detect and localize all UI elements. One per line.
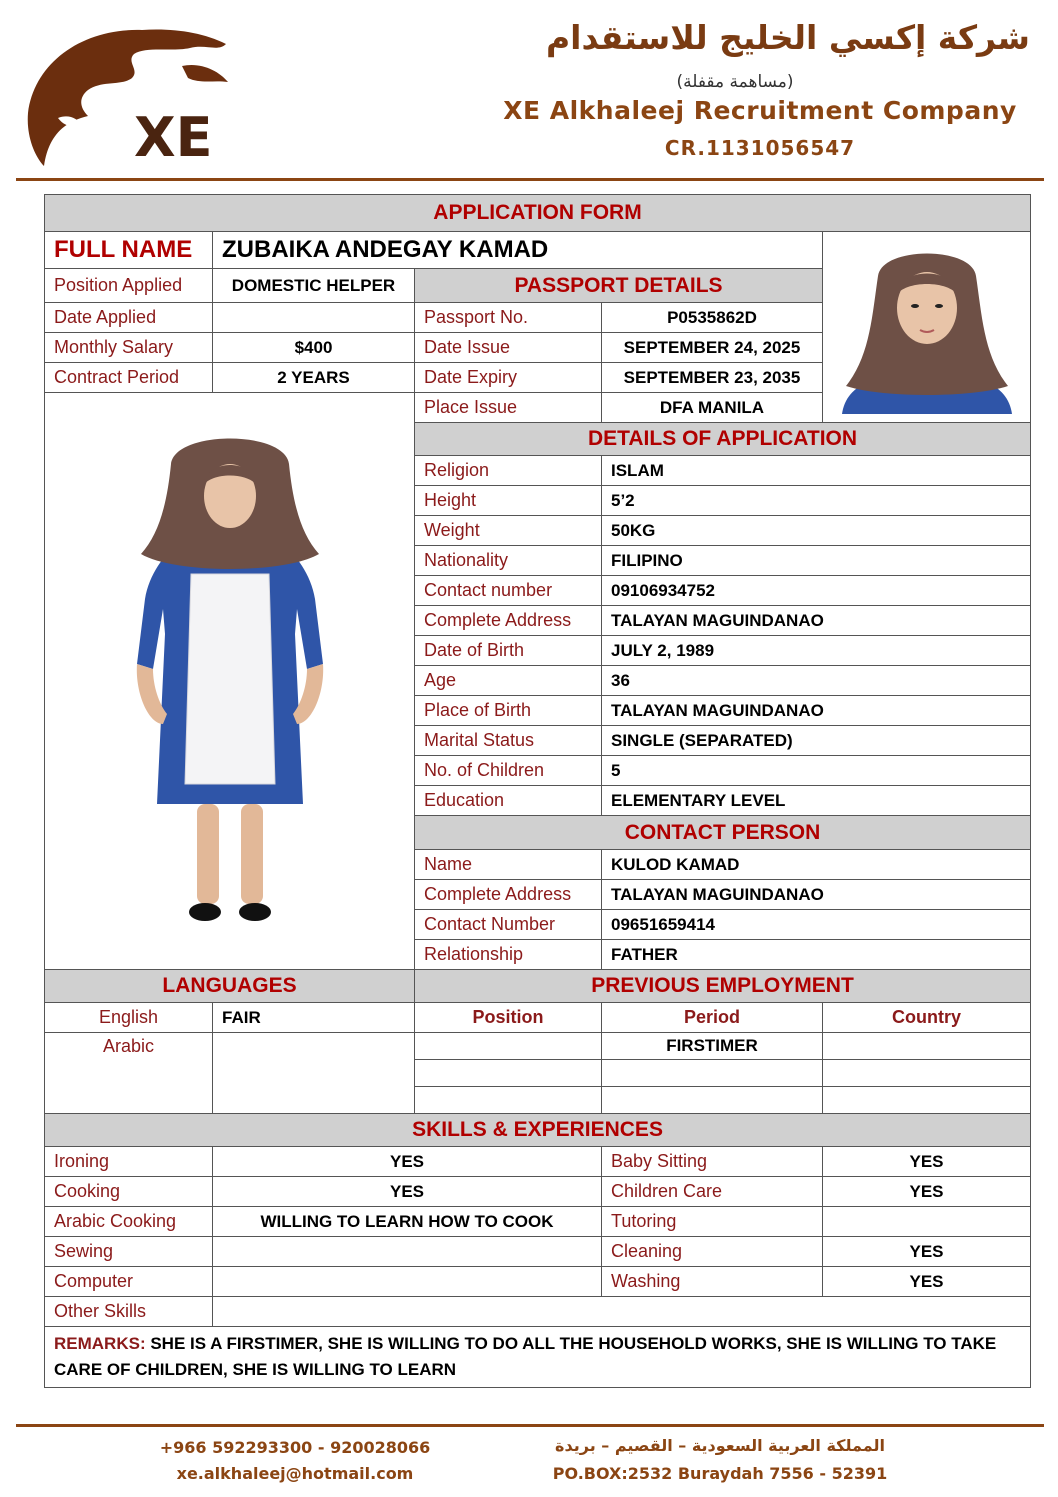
company-subtitle-arabic: (مساهمة مقفلة) <box>676 72 794 92</box>
language-value <box>213 1033 415 1114</box>
detail-label: Education <box>415 786 602 816</box>
salary-value: $400 <box>213 333 415 363</box>
remarks <box>45 1327 1031 1388</box>
contact-value: TALAYAN MAGUINDANAO <box>602 880 1031 910</box>
date-applied-label: Date Applied <box>45 303 213 333</box>
company-name-arabic: شركة إكسي الخليج للاستقدام <box>545 18 1030 57</box>
skill-value <box>823 1207 1031 1237</box>
detail-value: SINGLE (SEPARATED) <box>602 726 1031 756</box>
skill-value <box>213 1237 602 1267</box>
date-issue-label: Date Issue <box>415 333 602 363</box>
date-issue-value: SEPTEMBER 24, 2025 <box>602 333 823 363</box>
footer-divider <box>16 1424 1044 1427</box>
detail-label: No. of Children <box>415 756 602 786</box>
detail-value: 5’2 <box>602 486 1031 516</box>
date-expiry-label: Date Expiry <box>415 363 602 393</box>
skill-label: Cooking <box>45 1177 213 1207</box>
language-value: FAIR <box>213 1003 415 1033</box>
employment-cell <box>823 1060 1031 1087</box>
skill-value <box>213 1267 602 1297</box>
position-label: Position Applied <box>45 269 213 303</box>
header-divider <box>16 178 1044 181</box>
footer-pobox: PO.BOX:2532 Buraydah 7556 - 52391 <box>552 1464 888 1483</box>
employment-cell <box>823 1087 1031 1114</box>
contact-value: FATHER <box>602 940 1031 970</box>
skill-label: Cleaning <box>602 1237 823 1267</box>
position-value: DOMESTIC HELPER <box>213 269 415 303</box>
passport-no-value: P0535862D <box>602 303 823 333</box>
place-issue-value: DFA MANILA <box>602 393 823 423</box>
passport-title: PASSPORT DETAILS <box>415 269 823 303</box>
detail-label: Nationality <box>415 546 602 576</box>
skill-label: Washing <box>602 1267 823 1297</box>
employment-cell <box>415 1087 602 1114</box>
details-title: DETAILS OF APPLICATION <box>415 423 1031 456</box>
employment-header-country: Country <box>823 1003 1031 1033</box>
company-name-english: XE Alkhaleej Recruitment Company <box>503 96 1017 125</box>
detail-value: 09106934752 <box>602 576 1031 606</box>
skill-label: Arabic Cooking <box>45 1207 213 1237</box>
previous-employment-title: PREVIOUS EMPLOYMENT <box>415 970 1031 1003</box>
detail-value: TALAYAN MAGUINDANAO <box>602 696 1031 726</box>
contract-label: Contract Period <box>45 363 213 393</box>
contact-label: Complete Address <box>415 880 602 910</box>
date-applied-value <box>213 303 415 333</box>
other-skills-label: Other Skills <box>45 1297 213 1327</box>
form-title: APPLICATION FORM <box>45 195 1031 232</box>
employment-cell <box>602 1060 823 1087</box>
detail-value: ISLAM <box>602 456 1031 486</box>
skill-label: Baby Sitting <box>602 1147 823 1177</box>
company-logo <box>22 18 262 170</box>
salary-label: Monthly Salary <box>45 333 213 363</box>
contact-label: Name <box>415 850 602 880</box>
passport-no-label: Passport No. <box>415 303 602 333</box>
employment-cell <box>415 1060 602 1087</box>
application-form <box>44 194 1031 1388</box>
skill-value: YES <box>823 1177 1031 1207</box>
detail-label: Religion <box>415 456 602 486</box>
detail-value: ELEMENTARY LEVEL <box>602 786 1031 816</box>
detail-label: Complete Address <box>415 606 602 636</box>
contract-value: 2 YEARS <box>213 363 415 393</box>
languages-title: LANGUAGES <box>45 970 415 1003</box>
footer-phone: +966 592293300 - 920028066 <box>159 1438 431 1457</box>
skill-value: YES <box>823 1237 1031 1267</box>
detail-label: Age <box>415 666 602 696</box>
language-label: English <box>45 1003 213 1033</box>
footer-address-arabic: المملكة العربية السعودية – القصيم – بريدة <box>555 1436 885 1455</box>
detail-value: 36 <box>602 666 1031 696</box>
skill-value: YES <box>823 1267 1031 1297</box>
skill-value: YES <box>823 1147 1031 1177</box>
skill-value: YES <box>213 1147 602 1177</box>
employment-header-position: Position <box>415 1003 602 1033</box>
skill-value: YES <box>213 1177 602 1207</box>
footer-email[interactable]: xe.alkhaleej@hotmail.com <box>176 1464 414 1483</box>
detail-label: Place of Birth <box>415 696 602 726</box>
detail-value: TALAYAN MAGUINDANAO <box>602 606 1031 636</box>
skill-label: Ironing <box>45 1147 213 1177</box>
full-name-label: FULL NAME <box>45 232 213 269</box>
skill-label: Computer <box>45 1267 213 1297</box>
contact-person-title: CONTACT PERSON <box>415 816 1031 850</box>
date-expiry-value: SEPTEMBER 23, 2035 <box>602 363 823 393</box>
skill-label: Children Care <box>602 1177 823 1207</box>
employment-header-period: Period <box>602 1003 823 1033</box>
detail-label: Weight <box>415 516 602 546</box>
other-skills-value <box>213 1297 1031 1327</box>
full-name-value: ZUBAIKA ANDEGAY KAMAD <box>213 232 823 269</box>
remarks-text: SHE IS A FIRSTIMER, SHE IS WILLING TO DO ALL THE HOUSEHOLD WORKS, SHE IS WILLING TO TAKE CARE OF CHILDREN, SHE IS WILLING TO LEARN <box>54 1334 997 1379</box>
employment-cell <box>415 1033 602 1060</box>
contact-label: Relationship <box>415 940 602 970</box>
logo-text: XE <box>134 106 213 169</box>
detail-label: Marital Status <box>415 726 602 756</box>
language-label: Arabic <box>45 1033 213 1114</box>
detail-value: 5 <box>602 756 1031 786</box>
skill-label: Sewing <box>45 1237 213 1267</box>
contact-value: KULOD KAMAD <box>602 850 1031 880</box>
detail-value: 50KG <box>602 516 1031 546</box>
place-issue-label: Place Issue <box>415 393 602 423</box>
detail-value: FILIPINO <box>602 546 1031 576</box>
skill-label: Tutoring <box>602 1207 823 1237</box>
skill-value: WILLING TO LEARN HOW TO COOK <box>213 1207 602 1237</box>
employment-cell: FIRSTIMER <box>602 1033 823 1060</box>
detail-value: JULY 2, 1989 <box>602 636 1031 666</box>
detail-label: Contact number <box>415 576 602 606</box>
employment-cell <box>823 1033 1031 1060</box>
employment-cell <box>602 1087 823 1114</box>
detail-label: Date of Birth <box>415 636 602 666</box>
detail-label: Height <box>415 486 602 516</box>
contact-value: 09651659414 <box>602 910 1031 940</box>
company-cr-number: CR.1131056547 <box>664 136 856 160</box>
full-body-photo <box>45 393 415 970</box>
contact-label: Contact Number <box>415 910 602 940</box>
remarks-label: REMARKS: <box>54 1334 146 1353</box>
portrait-photo <box>823 232 1031 423</box>
skills-title: SKILLS & EXPERIENCES <box>45 1114 1031 1147</box>
